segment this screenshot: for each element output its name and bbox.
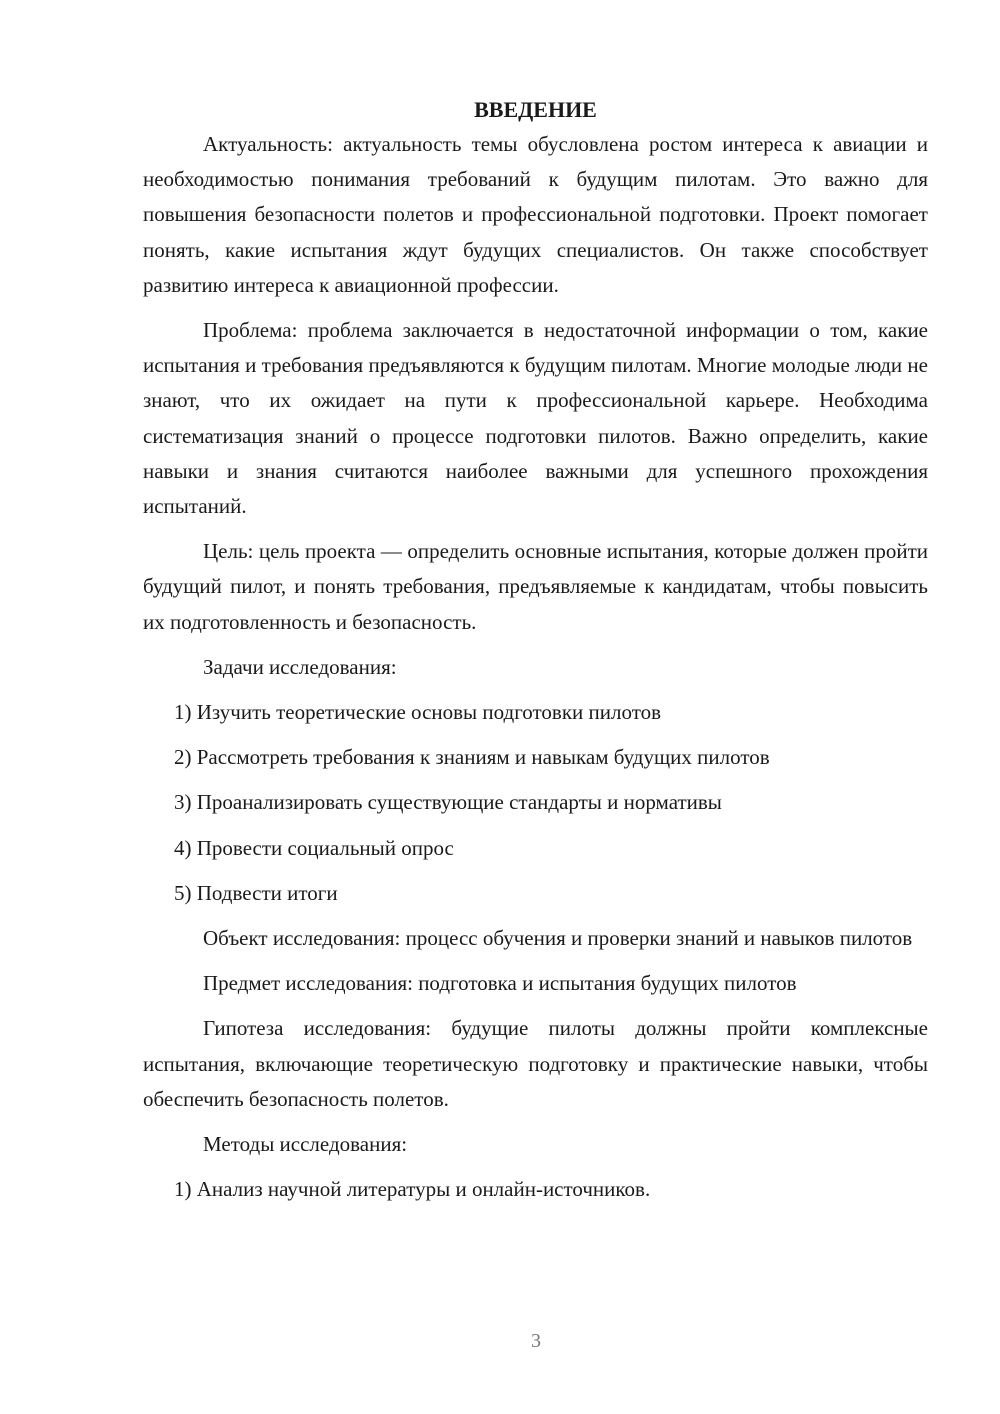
methods-list xyxy=(143,1172,928,1207)
paragraph-relevance: Актуальность: актуальность темы обусловлена ростом интереса к авиации и необходимостью понимания требований к будущим пилотам. Это важно для повышения безопасности полетов и профессиональной подготовки. Проект помогает понять, какие испытания ждут будущих специалистов. Он также способствует развитию интереса к авиационной профессии. xyxy=(143,132,928,297)
list-item: 2) Рассмотреть требования к знаниям и навыкам будущих пилотов xyxy=(174,745,770,770)
methods-heading: Методы исследования: xyxy=(203,1132,408,1157)
list-item: 1) Изучить теоретические основы подготовки пилотов xyxy=(174,700,662,725)
list-item: 5) Подвести итоги xyxy=(174,880,338,905)
paragraph-problem: Проблема: проблема заключается в недостаточной информации о том, какие испытания и требования предъявляются к будущим пилотам. Многие молодые люди не знают, что их ожидает на пути к профессиональной карьере. Необходима систематизация знаний о процессе подготовки пилотов. Важно определить, какие навыки и знания считаются наиболее важными для успешного прохождения испытаний. xyxy=(143,318,928,519)
tasks-heading: Задачи исследования: xyxy=(203,654,397,679)
document-page xyxy=(143,92,928,1217)
list-item: 4) Провести социальный опрос xyxy=(174,835,454,860)
paragraph-goal: Цель: цель проекта — определить основные испытания, которые должен пройти будущий пилот, и понять требования, предъявляемые к кандидатам, чтобы повысить их подготовленность и безопасность. xyxy=(143,539,928,634)
page-title: ВВЕДЕНИЕ xyxy=(474,97,597,122)
paragraph-object: Объект исследования: процесс обучения и проверки знаний и навыков пилотов xyxy=(203,926,913,951)
tasks-list xyxy=(143,695,928,911)
paragraph-hypothesis: Гипотеза исследования: будущие пилоты должны пройти комплексные испытания, включающие теоретическую подготовку и практические навыки, чтобы обеспечить безопасность полетов. xyxy=(143,1016,928,1111)
list-item: 3) Проанализировать существующие стандарты и нормативы xyxy=(174,790,722,815)
paragraph-subject: Предмет исследования: подготовка и испытания будущих пилотов xyxy=(203,971,797,996)
list-item: 1) Анализ научной литературы и онлайн-источников. xyxy=(174,1177,651,1202)
page-number: 3 xyxy=(531,1330,541,1352)
